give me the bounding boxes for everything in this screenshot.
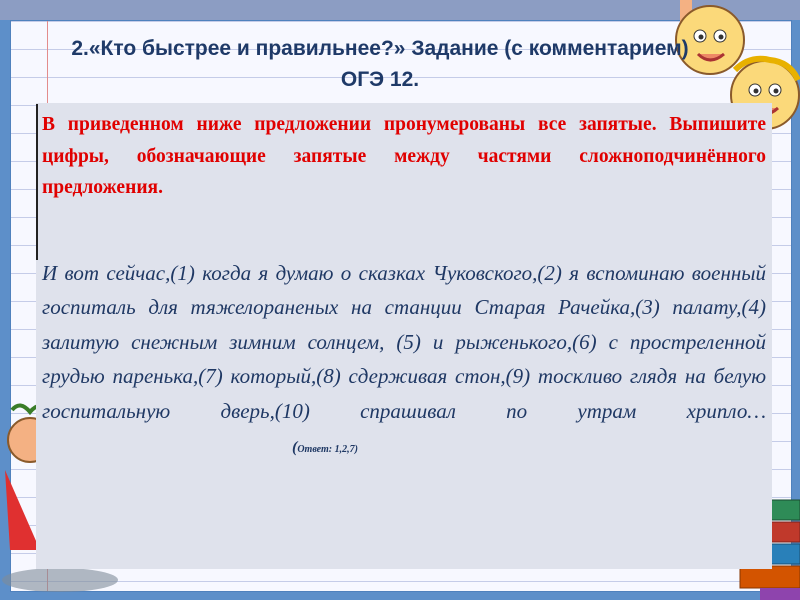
vertical-bar — [36, 104, 38, 260]
content-box — [36, 103, 772, 569]
sentence-block — [42, 256, 766, 468]
answer-label — [292, 439, 358, 456]
task-text: В приведенном ниже предложении пронумерованы все запятые. Выпишите цифры, обозначающие запятые между частями сложноподчинённого предложения. — [42, 114, 766, 198]
answer-text: Ответ: 1,2,7) — [297, 444, 358, 455]
sentence-text: И вот сейчас,(1) когда я думаю о сказках Чуковского,(2) я вспоминаю военный госпиталь для тяжелораненых на станции Старая Рачейка,(3) палату,(4) залитую снежным зимним солнцем, (5) и рыженького,(6) с простреленной грудью паренька,(7) который,(8) сдерживая стон,(9) тоскливо глядя на белую госпитальную дверь,(10) спрашивал по утрам хрипло… — [42, 260, 766, 423]
page-title: 2.«Кто быстрее и правильнее?» Задание (с комментарием) ОГЭ 12. — [71, 37, 689, 91]
answer-open-paren: ( — [292, 439, 298, 456]
